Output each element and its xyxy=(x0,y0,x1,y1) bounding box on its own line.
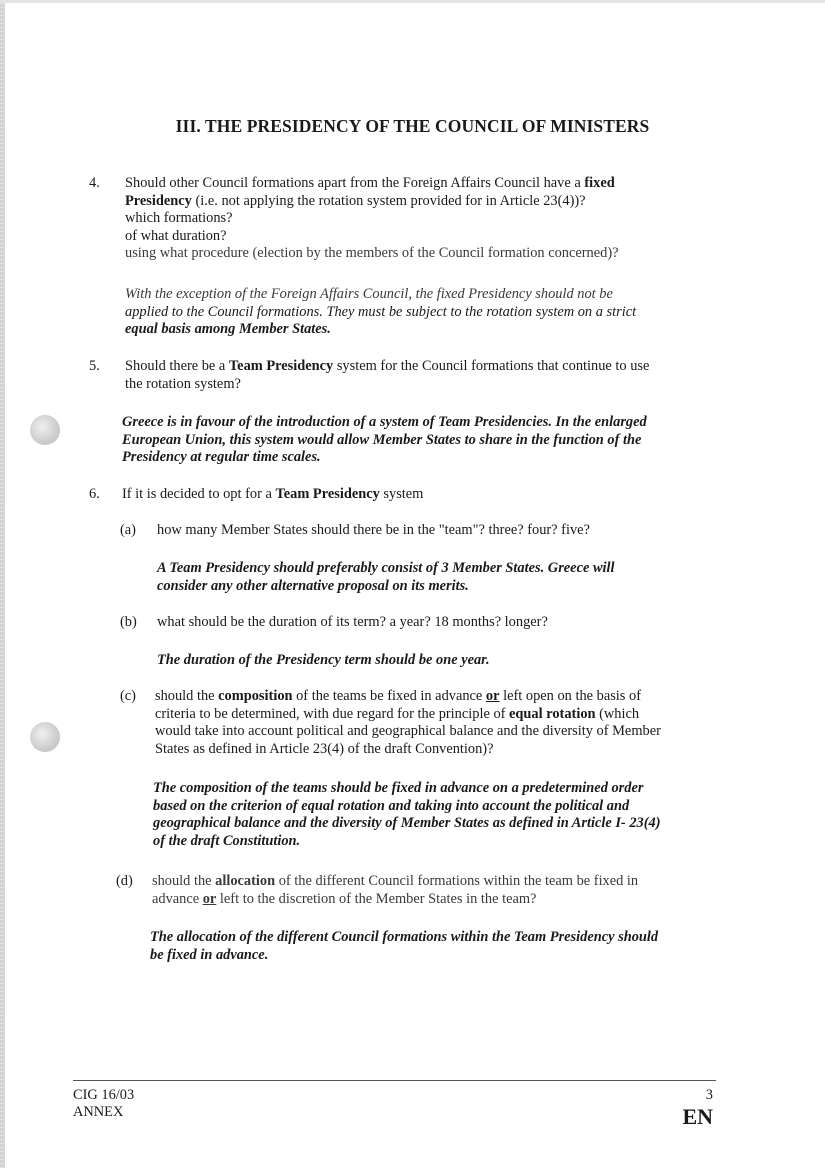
subitem-label: (d) xyxy=(116,873,133,889)
subitem-label: (c) xyxy=(120,688,136,704)
subitem-d-question: should the allocation of the different Council formations within the team be fixed in advance or left to the discretion of the Member States in the team? xyxy=(152,873,639,907)
subitem-label: (a) xyxy=(120,522,136,538)
document-reference: CIG 16/03 xyxy=(73,1087,135,1103)
answer-5: Greece is in favour of the introduction of a system of Team Presidencies. In the enlarged European Union, this system would allow Member States to share in the function of the Presidency at regular time scales. xyxy=(122,414,647,465)
subitem-c-answer: The composition of the teams should be fixed in advance on a predetermined order based on the criterion of equal rotation and taking into account the political and geographical balance and the diversity of Member States as defined in Article I- 23(4) of the draft Constitution. xyxy=(153,780,661,849)
page-number: 3 xyxy=(705,1087,713,1103)
subitem-b-question: what should be the duration of its term? a year? 18 months? longer? xyxy=(157,614,548,630)
subitem-b-answer: The duration of the Presidency term should be one year. xyxy=(157,652,490,668)
footer-rule xyxy=(73,1080,716,1081)
subitem-a-question: how many Member States should there be in the "team"? three? four? five? xyxy=(157,522,590,538)
subitem-a-answer: A Team Presidency should preferably consist of 3 Member States. Greece will consider any other alternative proposal on its merits. xyxy=(157,560,615,594)
question-4-text: Should other Council formations apart from the Foreign Affairs Council have a fixed Presidency (i.e. not applying the rotation system provided for in Article 23(4))? which formations? of what duration? using what procedure (election by the members of the Council formation concerned)? xyxy=(125,175,619,261)
annex-label: ANNEX xyxy=(73,1104,124,1120)
subitem-label: (b) xyxy=(120,614,137,630)
scan-edge xyxy=(0,0,5,1168)
question-6-text: If it is decided to opt for a Team Presidency system xyxy=(122,486,424,502)
question-5-text: Should there be a Team Presidency system for the Council formations that continue to use the rotation system? xyxy=(125,358,650,392)
punch-hole xyxy=(30,722,60,752)
subitem-c-question: should the composition of the teams be fixed in advance or left open on the basis of criteria to be determined, with due regard for the principle of equal rotation (which would take into account political and geographical balance and the diversity of Member States as defined in Article 23(4) of the draft Convention)? xyxy=(155,688,661,757)
question-number: 5. xyxy=(89,358,100,374)
question-number: 4. xyxy=(89,175,100,191)
subitem-d-answer: The allocation of the different Council formations within the Team Presidency should be fixed in advance. xyxy=(150,929,659,963)
answer-4: With the exception of the Foreign Affairs Council, the fixed Presidency should not be applied to the Council formations. They must be subject to the rotation system on a strict equal basis among Member States. xyxy=(125,286,637,337)
question-number: 6. xyxy=(89,486,100,502)
section-title: III. THE PRESIDENCY OF THE COUNCIL OF MINISTERS xyxy=(175,116,650,136)
scan-edge-top xyxy=(0,0,825,3)
language-code: EN xyxy=(682,1104,713,1129)
punch-hole xyxy=(30,415,60,445)
